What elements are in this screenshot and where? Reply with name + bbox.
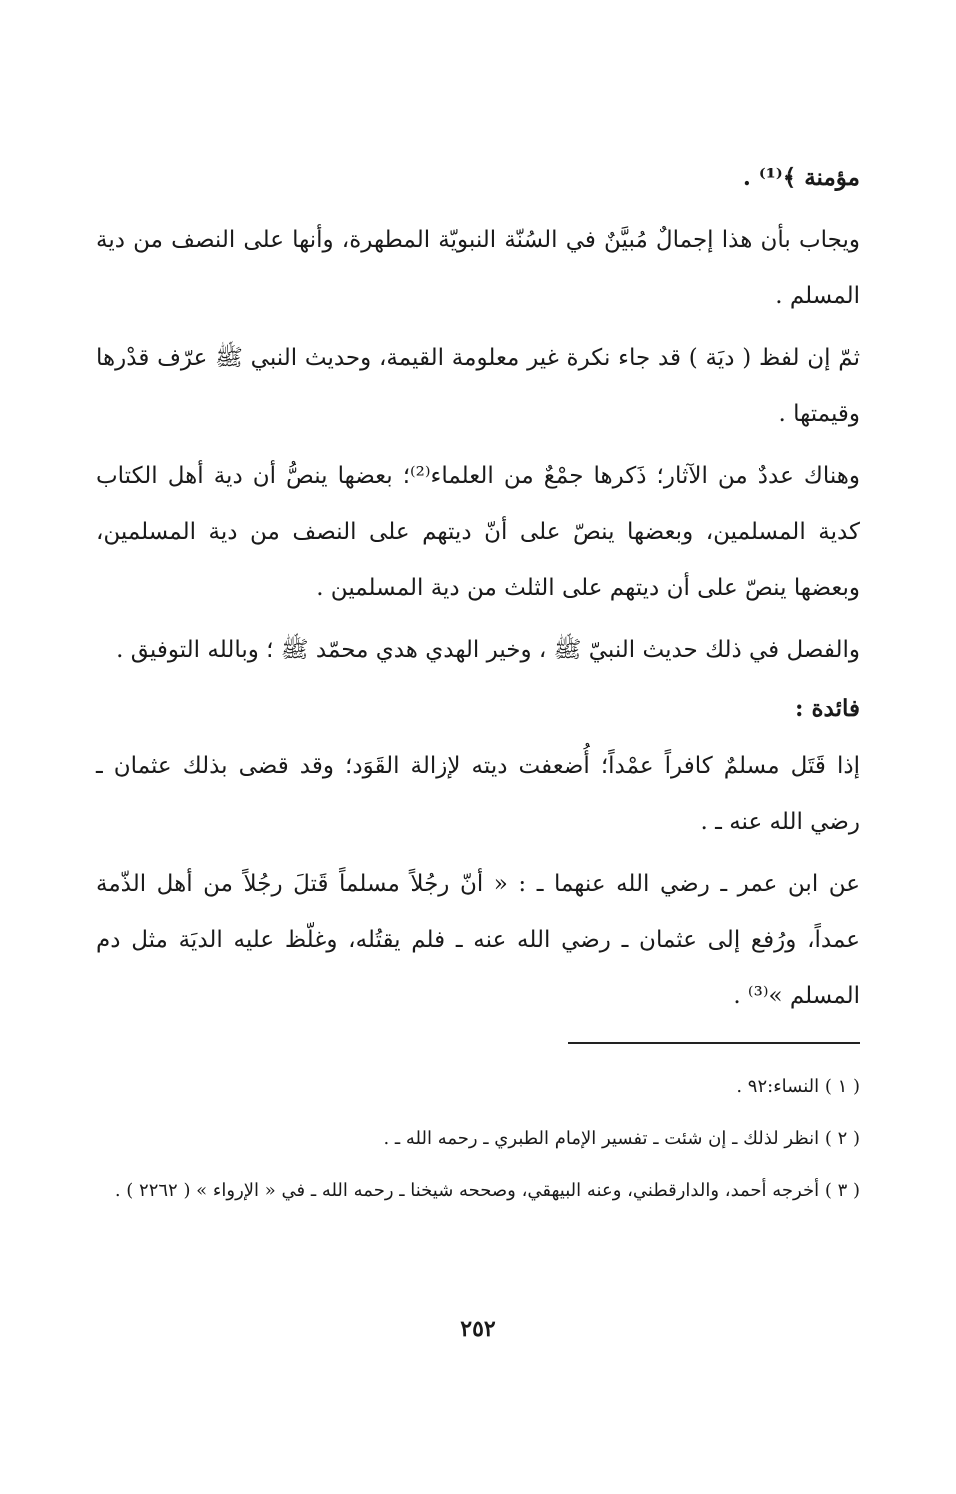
footnote-3: ( ٣ ) أخرجه أحمد، والدارقطني، وعنه البيهقي، وصححه شيخنا ـ رحمه الله ـ في « الإرواء » ( ٢٢٦٢ ) . [114,1180,860,1201]
section-heading: فائدة : [794,695,860,722]
paragraph-4: والفصل في ذلك حديث النبيّ ﷺ ، وخير الهدي هدي محمّد ﷺ ؛ وبالله التوفيق . [116,637,860,663]
first-line: مؤمنة ﴾⁽¹⁾ . [742,164,860,191]
page-number: ٢٥٢ [460,1316,496,1342]
footnote-1: ( ١ ) النساء:٩٢ . [736,1076,860,1097]
paragraph-1: ويجاب بأن هذا إجمالٌ مُبيَّنٌ في السُنّة النبويّة المطهرة، وأنها على النصف من دية المسلم . [96,227,860,309]
paragraph-5: إذا قَتَل مسلمٌ كافراً عمْداً؛ أُضعفت ديته لإزالة القَوَد؛ وقد قضى بذلك عثمان ـ رضي الله عنه ـ . [96,753,860,835]
footnotes [96,1064,860,1220]
paragraph-3: وهناك عددٌ من الآثار؛ ذَكرها جمْعٌ من العلماء⁽²⁾؛ بعضها ينصُّ أن دية أهل الكتاب كدية المسلمين، وبعضها ينصّ على أنّ ديتهم على النصف من دية المسلمين، وبعضها ينصّ على أن ديتهم على الثلث من دية المسلمين . [96,463,861,601]
paragraph-2: ثمّ إن لفظ ( ديَة ) قد جاء نكرة غير معلومة القيمة، وحديث النبي ﷺ عرّف قدْرها وقيمتها . [96,345,860,427]
footnote-separator [568,1042,860,1044]
paragraph-6: عن ابن عمر ـ رضي الله عنهما ـ : « أنّ رجُلاً مسلماً قَتلَ رجُلاً من أهل الذّمة عمداً، ورُفع إلى عثمان ـ رضي الله عنه ـ فلم يقتُله، وغلّظ عليه الديَة مثل دم المسلم »⁽³⁾ . [96,871,860,1009]
footnote-2: ( ٢ ) انظر لذلك ـ إن شئت ـ تفسير الإمام الطبري ـ رحمه الله ـ . [383,1128,860,1149]
main-text [96,150,860,1030]
